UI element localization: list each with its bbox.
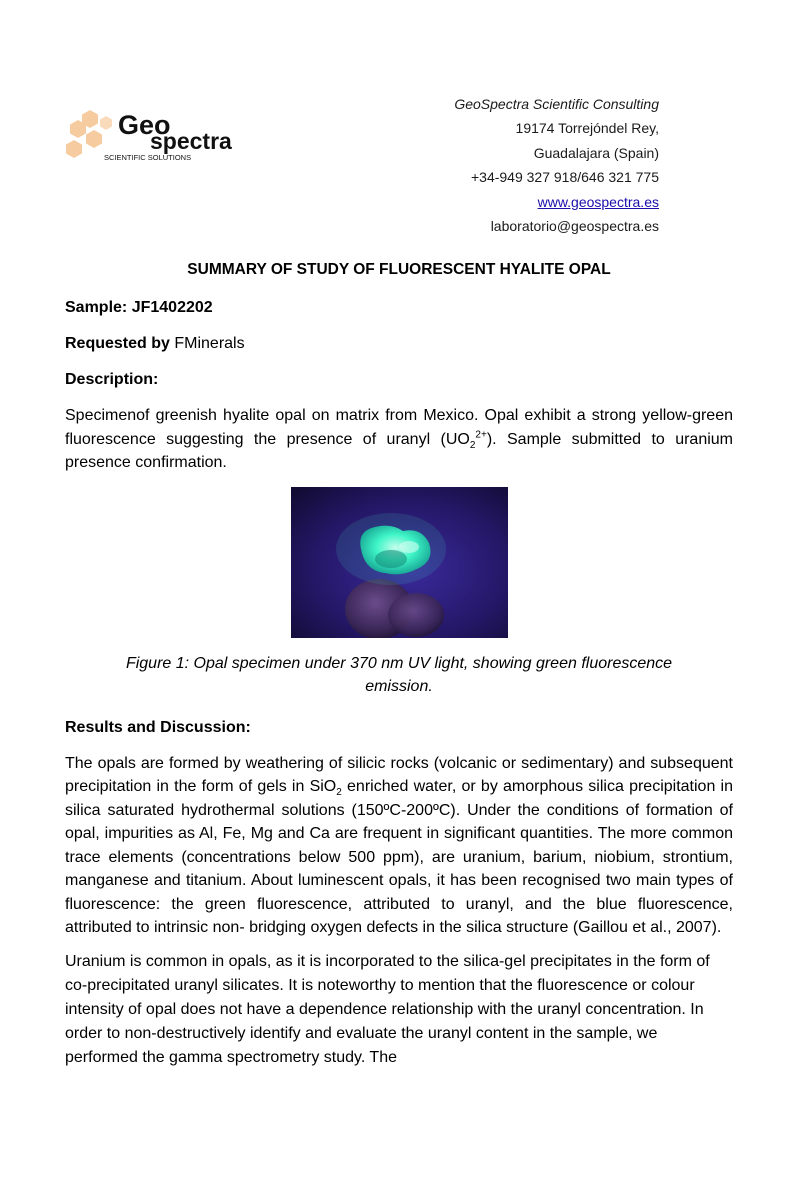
- company-name: GeoSpectra Scientific Consulting: [454, 96, 659, 112]
- description-paragraph: Specimenof greenish hyalite opal on matrix from Mexico. Opal exhibit a strong yellow-green fluorescence suggesting the presence of uranyl $(UO_2^{2+})$. Sample submitted to uranium presence confirmation.: [65, 407, 733, 471]
- requested-label: Requested by: [65, 335, 170, 352]
- figure-caption: Figure 1: Opal specimen under 370 nm UV light, showing green fluorescence emission.: [125, 654, 673, 695]
- city-address: Guadalajara (Spain): [533, 144, 659, 161]
- logo-tagline: SCIENTIFIC SOLUTIONS: [104, 153, 192, 162]
- sample-value: JF1402202: [131, 299, 213, 316]
- phone-number: +34-949 327 918/646 321 775: [470, 169, 659, 186]
- uranium-paragraph: Uranium is common in opals, as it is incorporated to the silica-gel precipitates in the form of co-precipitated uranyl silicates. It is noteworthy to mention that the fluorescence or colour intensity of opal does not have a dependence relationship with the uranyl concentration. In order to non-destructively identify and evaluate the uranyl content in the sample, we performed the gamma spectrometry study. The: [65, 952, 710, 1066]
- hexagon-logo-icon: [64, 108, 254, 168]
- results-heading: Results and Discussion:: [65, 718, 251, 736]
- requested-field: [65, 332, 733, 356]
- results-paragraph: The opals are formed by weathering of silicic rocks (volcanic or sedimentary) and subsequent precipitation in the form of gels in SiO$_2$ enriched water, or by amorphous silica precipitation in silica saturated hydrothermal solutions (150ºC-200ºC). Under the conditions of formation of opal, impurities as Al, Fe, Mg and Ca are frequent in significant quantities. The more common trace elements (concentrations below 500 ppm), are uranium, barium, niobium, strontium, manganese and titanium. About luminescent opals, it has been recognised two main types of fluorescence: the green fluorescence, attributed to uranyl, and the blue fluorescence, attributed to intrinsic non- bridging oxygen defects in the silica structure (Gaillou et al., 2007).: [65, 754, 733, 936]
- sample-field: [65, 296, 733, 320]
- email-address: laboratorio@geospectra.es: [490, 218, 659, 235]
- document-body: [65, 258, 733, 1070]
- street-address: 19174 Torrejóndel Rey,: [515, 120, 659, 137]
- description-heading: Description:: [65, 371, 159, 388]
- logo-bottom-word: spectra: [150, 128, 232, 154]
- sample-label: Sample:: [65, 299, 128, 316]
- requested-value: FMinerals: [174, 335, 245, 352]
- website-link[interactable]: www.geospectra.es: [537, 193, 659, 210]
- opal-specimen-photo: [291, 487, 508, 638]
- company-address: [454, 92, 659, 238]
- document-title: SUMMARY OF STUDY OF FLUORESCENT HYALITE OPAL: [187, 261, 611, 278]
- geospectra-logo: [64, 108, 254, 168]
- logo-top-word: Geo: [118, 110, 171, 140]
